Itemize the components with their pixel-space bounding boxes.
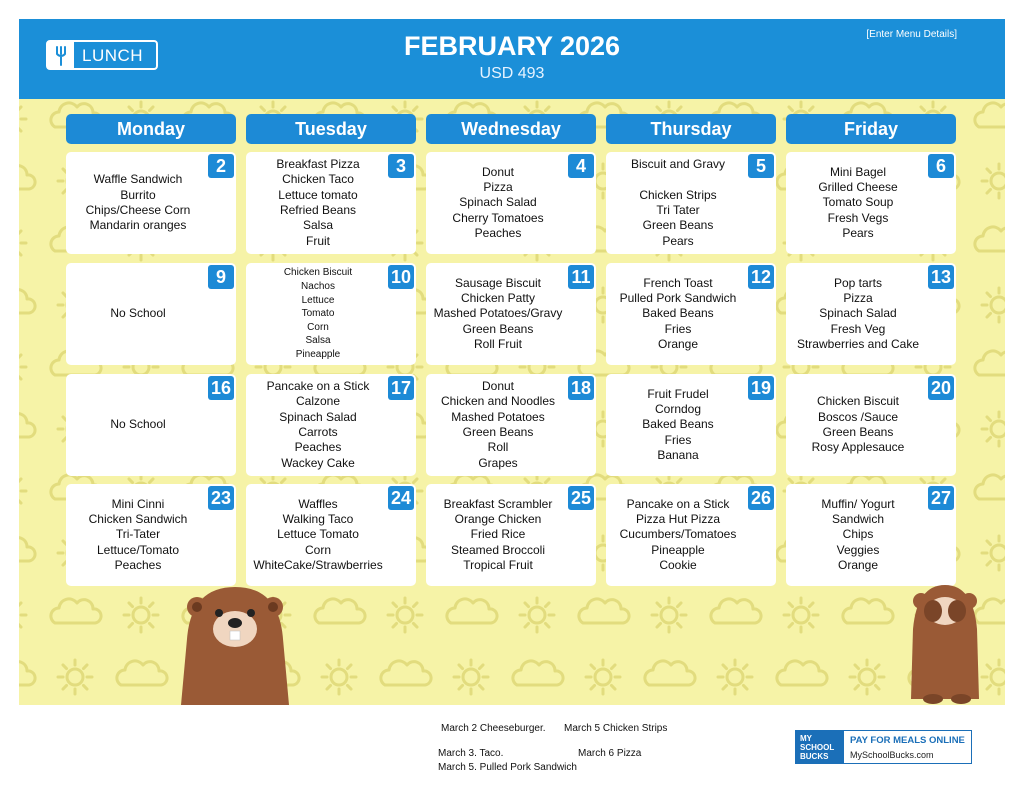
menu-item: Corn	[304, 542, 331, 557]
menu-item: Pulled Pork Sandwich	[619, 291, 737, 306]
cloud-icon	[447, 599, 497, 623]
date-number: 18	[568, 376, 594, 400]
menu-item: Salsa	[302, 218, 334, 233]
day-cell	[66, 152, 236, 254]
day-header-wednesday: Wednesday	[426, 114, 596, 144]
day-cell	[786, 484, 956, 586]
menu-item: Veggies	[836, 542, 880, 557]
date-number: 10	[388, 265, 414, 289]
menu-item: Steamed Broccoli	[450, 542, 546, 557]
menu-item: No School	[110, 417, 166, 432]
date-number: 27	[928, 486, 954, 510]
note-march-2: March 2 Cheeseburger.	[441, 723, 546, 734]
brand-line: SCHOOL	[800, 743, 835, 752]
menu-items	[610, 374, 746, 476]
menu-item: Banana	[657, 447, 699, 462]
menu-item: Strawberries and Cake	[796, 336, 920, 351]
menu-items	[610, 484, 746, 586]
day-cell	[66, 374, 236, 476]
day-cell	[606, 374, 776, 476]
cloud-icon	[975, 475, 1005, 499]
day-header-tuesday: Tuesday	[246, 114, 416, 144]
day-cell	[786, 152, 956, 254]
groundhog-right-illustration	[897, 579, 989, 705]
date-number: 24	[388, 486, 414, 510]
sun-icon	[19, 474, 26, 508]
menu-item: Peaches	[294, 440, 342, 455]
sun-icon	[520, 598, 554, 632]
cloud-icon	[975, 103, 1005, 127]
menu-item: Pizza	[843, 291, 873, 306]
menu-item: Pop tarts	[833, 275, 883, 290]
menu-item: Fresh Vegs	[827, 210, 889, 225]
menu-item: Rosy Applesauce	[811, 440, 905, 455]
calendar-sheet	[19, 19, 1005, 705]
cloud-icon	[117, 661, 167, 685]
menu-item: Mashed Potatoes	[451, 409, 545, 424]
menu-items	[70, 484, 206, 586]
menu-items	[70, 374, 206, 476]
cloud-icon	[51, 599, 101, 623]
menu-item: Wackey Cake	[281, 455, 355, 470]
brand-line: MY	[800, 734, 812, 743]
menu-item: Chicken Taco	[282, 172, 354, 187]
cloud-icon	[645, 661, 695, 685]
menu-item: Calzone	[295, 394, 341, 409]
menu-item: Nachos	[301, 281, 335, 293]
menu-item: Pancake on a Stick	[266, 379, 370, 394]
date-number: 20	[928, 376, 954, 400]
menu-item: Tropical Fruit	[463, 557, 533, 572]
menu-item: Donut	[481, 164, 515, 179]
menu-item: Chips/Cheese Corn	[85, 203, 191, 217]
menu-item: Spinach Salad	[279, 409, 357, 424]
menu-item: Roll Fruit	[473, 336, 522, 351]
note-march-5-strips: March 5 Chicken Strips	[564, 723, 668, 734]
menu-item: Grapes	[478, 455, 518, 470]
menu-item: Pineapple	[295, 348, 341, 360]
menu-items	[790, 263, 926, 365]
note-march-3: March 3. Taco.	[438, 748, 504, 759]
sun-icon	[982, 536, 1005, 570]
menu-item: Biscuit and Gravy	[630, 157, 726, 172]
date-number: 13	[928, 265, 954, 289]
cloud-icon	[19, 413, 35, 437]
header-banner	[19, 19, 1005, 99]
sun-icon	[388, 598, 422, 632]
cloud-icon	[19, 537, 35, 561]
cloud-icon	[381, 661, 431, 685]
myschoolbucks-logo	[795, 730, 843, 764]
menu-items	[430, 484, 566, 586]
menu-item: Mashed Potatoes/Gravy	[433, 306, 563, 321]
cloud-icon	[513, 661, 563, 685]
menu-item: Breakfast Scrambler	[443, 496, 553, 511]
menu-items	[430, 152, 566, 254]
menu-item: Chicken Biscuit	[816, 394, 900, 409]
sun-icon	[124, 598, 158, 632]
menu-item: Corndog	[654, 402, 702, 417]
sun-icon	[19, 350, 26, 384]
menu-item: Cookie	[659, 557, 697, 572]
cloud-icon	[19, 289, 35, 313]
date-number: 19	[748, 376, 774, 400]
menu-item: Green Beans	[462, 425, 534, 439]
date-number: 23	[208, 486, 234, 510]
menu-item: Muffin/ Yogurt	[821, 496, 895, 511]
menu-item: Peaches	[474, 225, 522, 240]
cloud-icon	[843, 599, 893, 623]
menu-item: Pancake on a Stick	[626, 496, 730, 511]
day-cell	[426, 484, 596, 586]
day-cell	[426, 374, 596, 476]
cloud-icon	[975, 227, 1005, 251]
menu-item: Spinach Salad	[459, 195, 537, 210]
sun-icon	[19, 226, 26, 260]
day-cell	[606, 152, 776, 254]
day-cell	[426, 263, 596, 365]
menu-item: Roll	[487, 440, 509, 455]
cloud-icon	[777, 661, 827, 685]
sun-icon	[58, 660, 92, 694]
menu-item: Grilled Cheese	[818, 180, 898, 195]
menu-item: Refried Beans	[279, 203, 357, 217]
menu-item: French Toast	[643, 275, 713, 290]
sun-icon	[850, 660, 884, 694]
menu-items	[430, 263, 566, 365]
myschoolbucks-badge[interactable]	[795, 730, 972, 764]
cloud-icon	[579, 599, 629, 623]
logo-label: LUNCH	[82, 46, 144, 65]
menu-items	[250, 152, 386, 254]
cloud-icon	[975, 351, 1005, 375]
day-cell	[426, 152, 596, 254]
date-number: 16	[208, 376, 234, 400]
menu-item: Chicken Biscuit	[283, 267, 353, 279]
menu-item: Sandwich	[831, 512, 885, 527]
sun-icon	[982, 412, 1005, 446]
menu-items	[610, 263, 746, 365]
sun-icon	[322, 660, 356, 694]
menu-items	[430, 374, 566, 476]
menu-items	[70, 263, 206, 365]
menu-item: Green Beans	[642, 218, 714, 233]
day-cell	[786, 374, 956, 476]
menu-item: WhiteCake/Strawberries	[253, 557, 383, 572]
menu-item: Peaches	[114, 557, 162, 572]
sun-icon	[19, 598, 26, 632]
menu-items	[790, 484, 926, 586]
menu-item: Donut	[481, 379, 515, 394]
menu-item: Tomato	[301, 308, 335, 320]
date-number: 9	[208, 265, 234, 289]
menu-item: Corn	[307, 321, 329, 333]
cloud-icon	[315, 599, 365, 623]
menu-item: Boscos /Sauce	[817, 409, 899, 424]
menu-item: Pizza Hut Pizza	[635, 512, 721, 527]
sun-icon	[586, 660, 620, 694]
sun-icon	[19, 102, 26, 136]
menu-item: Salsa	[305, 335, 331, 347]
note-march-6: March 6 Pizza	[578, 748, 642, 759]
groundhog-left-illustration	[169, 579, 289, 705]
menu-item: Mini Cinni	[111, 496, 165, 511]
menu-item: Lettuce tomato	[278, 187, 358, 202]
menu-item: Burrito	[120, 187, 156, 202]
menu-item: Chicken Sandwich	[88, 512, 188, 527]
pay-online-box	[843, 730, 972, 764]
date-number: 3	[388, 154, 414, 178]
menu-item: Sausage Biscuit	[454, 275, 542, 290]
day-cell	[66, 484, 236, 586]
menu-item: Lettuce Tomato	[277, 527, 359, 542]
menu-item: Fresh Veg	[830, 321, 886, 336]
cloud-icon	[19, 661, 35, 685]
menu-item: Chicken Patty	[460, 291, 536, 306]
menu-item: Fries	[664, 321, 692, 336]
date-number: 5	[748, 154, 774, 178]
day-header-friday: Friday	[786, 114, 956, 144]
date-number: 12	[748, 265, 774, 289]
menu-item: Pineapple	[651, 542, 705, 557]
menu-item: Cucumbers/Tomatoes	[619, 527, 737, 542]
menu-items	[610, 152, 746, 254]
menu-items	[790, 152, 926, 254]
day-cell	[246, 484, 416, 586]
sun-icon	[718, 660, 752, 694]
day-cell	[246, 374, 416, 476]
sun-icon	[454, 660, 488, 694]
date-number: 6	[928, 154, 954, 178]
menu-items	[790, 374, 926, 476]
menu-item: Pears	[842, 225, 874, 240]
cloud-icon	[19, 165, 35, 189]
menu-item: Green Beans	[822, 425, 894, 439]
menu-item: Waffles	[298, 496, 338, 511]
date-number: 17	[388, 376, 414, 400]
menu-items	[250, 374, 386, 476]
menu-item: Orange	[837, 557, 879, 572]
menu-items	[70, 152, 206, 254]
brand-line: BUCKS	[800, 752, 829, 761]
menu-item: Lettuce/Tomato	[96, 542, 180, 557]
date-number: 11	[568, 265, 594, 289]
menu-item: Fruit Frudel	[647, 386, 709, 401]
pay-online-label: PAY FOR MEALS ONLINE	[850, 735, 965, 746]
date-number: 26	[748, 486, 774, 510]
day-header-thursday: Thursday	[606, 114, 776, 144]
menu-item: Walking Taco	[282, 512, 354, 527]
menu-item: Chicken and Noodles	[440, 394, 556, 409]
menu-item: Fruit	[306, 233, 330, 248]
page-title: FEBRUARY 2026	[403, 31, 621, 61]
menu-item: Tomato Soup	[822, 195, 894, 210]
day-cell	[786, 263, 956, 365]
menu-item: Fried Rice	[470, 527, 526, 542]
menu-item: Tri Tater	[656, 203, 700, 217]
menu-item: Orange Chicken	[454, 512, 542, 527]
menu-items	[250, 263, 386, 365]
sun-icon	[982, 288, 1005, 322]
menu-item: Tri-Tater	[115, 527, 161, 542]
day-header-monday: Monday	[66, 114, 236, 144]
menu-item: Mini Bagel	[829, 164, 887, 179]
menu-item: Chicken Strips	[639, 187, 717, 202]
menu-details-link[interactable]: [Enter Menu Details]	[866, 29, 957, 40]
menu-item: Baked Beans	[642, 306, 714, 321]
date-number: 4	[568, 154, 594, 178]
menu-item: Pizza	[483, 180, 513, 195]
day-cell	[246, 263, 416, 365]
menu-item: Orange	[657, 336, 699, 351]
date-number: 25	[568, 486, 594, 510]
menu-item: Pears	[662, 233, 694, 248]
note-march-5-pork: March 5. Pulled Pork Sandwich	[438, 762, 577, 773]
sun-icon	[652, 598, 686, 632]
day-cell	[606, 484, 776, 586]
day-cell	[66, 263, 236, 365]
menu-item: Baked Beans	[642, 417, 714, 432]
sun-icon	[784, 598, 818, 632]
district-subtitle: USD 493	[479, 65, 545, 82]
menu-item: Waffle Sandwich	[93, 172, 183, 187]
day-cell	[246, 152, 416, 254]
menu-item: Carrots	[298, 425, 338, 439]
menu-items	[250, 484, 386, 586]
menu-item: Cherry Tomatoes	[452, 210, 544, 225]
menu-item: Breakfast Pizza	[276, 157, 360, 172]
sun-icon	[982, 164, 1005, 198]
menu-item	[676, 172, 679, 187]
myschoolbucks-url[interactable]: MySchoolBucks.com	[850, 750, 934, 760]
menu-item: Lettuce	[301, 294, 335, 306]
menu-item: Fries	[664, 432, 692, 447]
menu-item: Spinach Salad	[819, 306, 897, 321]
menu-item: Mandarin oranges	[89, 218, 187, 233]
menu-item: Green Beans	[462, 321, 534, 336]
day-cell	[606, 263, 776, 365]
cloud-icon	[711, 599, 761, 623]
date-number: 2	[208, 154, 234, 178]
menu-item: No School	[110, 306, 166, 321]
menu-item: Chips	[842, 527, 874, 542]
